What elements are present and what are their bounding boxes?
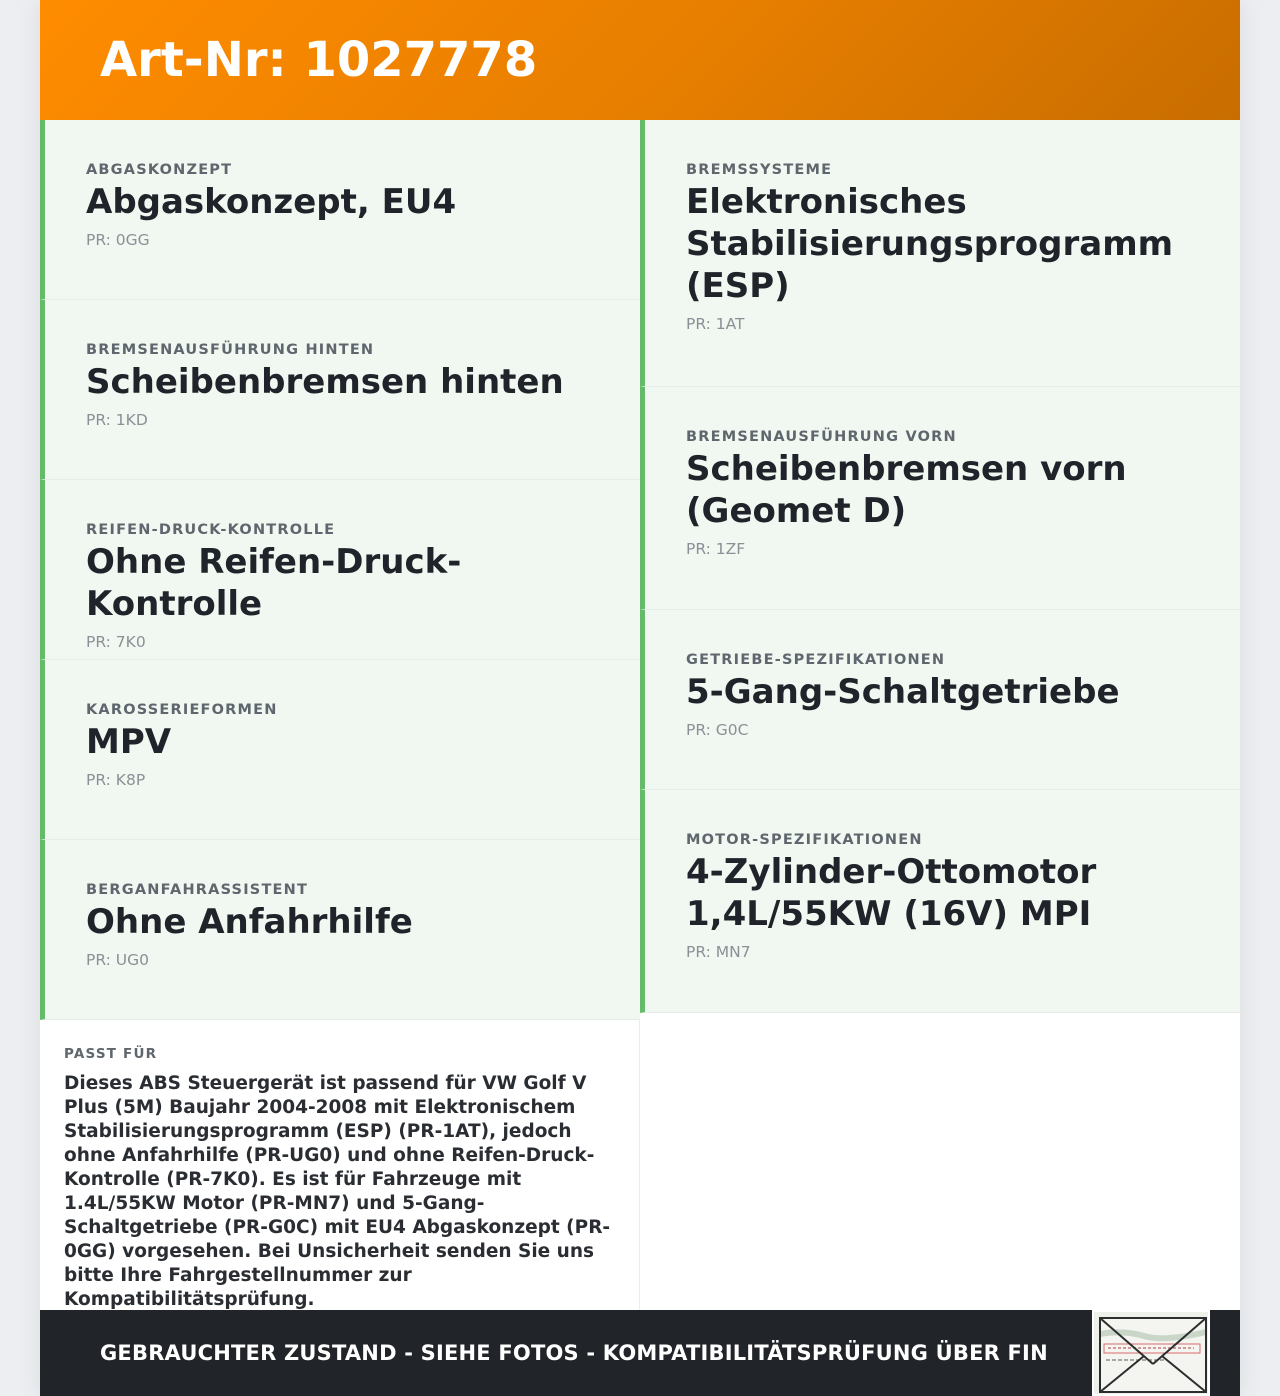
spec-card (40, 660, 640, 840)
article-number-title: Art-Nr: 1027778 (100, 32, 538, 88)
spec-category: REIFEN-DRUCK-KONTROLLE (86, 522, 336, 538)
compatibility-section (40, 1020, 640, 1310)
compatibility-label: PASST FÜR (64, 1046, 158, 1062)
spec-grid (40, 120, 1240, 1310)
spec-value: Elektronisches Stabilisierungsprogramm (ESP) (686, 182, 1174, 306)
spec-column-right (640, 120, 1240, 1310)
spec-card (40, 120, 640, 300)
spec-card (640, 120, 1240, 387)
product-sheet (40, 0, 1240, 1396)
spec-category: MOTOR-SPEZIFIKATIONEN (686, 832, 923, 848)
spec-pr-code: PR: 1AT (686, 315, 745, 333)
condition-note: GEBRAUCHTER ZUSTAND - SIEHE FOTOS - KOMPATIBILITÄTSPRÜFUNG ÜBER FIN (100, 1341, 1048, 1365)
spec-category: BREMSSYSTEME (686, 162, 833, 178)
spec-category: BREMSENAUSFÜHRUNG HINTEN (86, 342, 375, 358)
spec-pr-code: PR: UG0 (86, 951, 150, 969)
spec-value: Scheibenbremsen hinten (86, 362, 564, 402)
spec-pr-code: PR: 1KD (86, 411, 148, 429)
spec-value: MPV (86, 722, 172, 762)
spec-card (640, 610, 1240, 790)
spec-category: GETRIEBE-SPEZIFIKATIONEN (686, 652, 946, 668)
spec-pr-code: PR: 1ZF (686, 540, 746, 558)
spec-pr-code: PR: MN7 (686, 943, 751, 961)
spec-value: Abgaskonzept, EU4 (86, 182, 457, 222)
spec-value: 5-Gang-Schaltgetriebe (686, 672, 1120, 712)
spec-value: 4-Zylinder-Ottomotor 1,4L/55KW (16V) MPI (686, 852, 1097, 934)
spec-category: BREMSENAUSFÜHRUNG VORN (686, 429, 957, 445)
spec-column-left (40, 120, 640, 1310)
document-envelope-icon (1094, 1312, 1210, 1396)
spec-card (640, 790, 1240, 1013)
spec-category: KAROSSERIEFORMEN (86, 702, 278, 718)
spec-card (40, 300, 640, 480)
spec-pr-code: PR: 7K0 (86, 633, 146, 651)
spec-pr-code: PR: K8P (86, 771, 146, 789)
spec-value: Scheibenbremsen vorn (Geomet D) (686, 449, 1127, 531)
header-banner (40, 0, 1240, 120)
spec-card (40, 480, 640, 660)
spec-pr-code: PR: G0C (686, 721, 749, 739)
compatibility-text: Dieses ABS Steuergerät ist passend für VW Golf V Plus (5M) Baujahr 2004-2008 mit Elektronischem Stabilisierungsprogramm (ESP) (PR-1AT), jedoch ohne Anfahrhilfe (PR-UG0) und ohne Reifen-Druck-Kontrolle (PR-7K0). Es ist für Fahrzeuge mit 1.4L/55KW Motor (PR-MN7) und 5-Gang-Schaltgetriebe (PR-G0C) mit EU4 Abgaskonzept (PR-0GG) vorgesehen. Bei Unsicherheit senden Sie uns bitte Ihre Fahrgestellnummer zur Kompatibilitätsprüfung. (64, 1073, 611, 1310)
spec-pr-code: PR: 0GG (86, 231, 150, 249)
spec-category: ABGASKONZEPT (86, 162, 233, 178)
spec-card (640, 387, 1240, 610)
document-thumbnail[interactable] (1092, 1310, 1210, 1396)
spec-card (40, 840, 640, 1020)
footer-bar (40, 1310, 1240, 1396)
spec-category: BERGANFAHRASSISTENT (86, 882, 309, 898)
spec-value: Ohne Reifen-Druck-Kontrolle (86, 542, 462, 624)
spec-value: Ohne Anfahrhilfe (86, 902, 413, 942)
